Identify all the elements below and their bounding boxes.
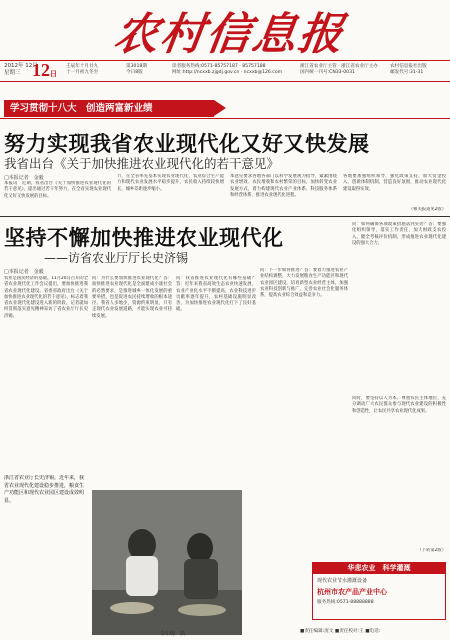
- date-day: 12日: [32, 60, 57, 80]
- article1-column-4: 各地要加强组织领导，强化政策支持，加大资金投入，创新体制机制，营造良好氛围，推动农业现代化建设取得实效。: [343, 174, 446, 192]
- article1-headline[interactable]: 努力实现我省农业现代化又好又快发展: [4, 132, 370, 156]
- divider: [0, 216, 450, 217]
- publisher-info-2: 农村信息报社出版 邮发代号:31-31: [390, 64, 427, 75]
- ad-line-1: 现代农业节水灌溉设备: [317, 578, 368, 584]
- news-photo: [92, 490, 242, 635]
- article2-column-5: 问：如何确保各项政策措施落到实处？答：要强化组织领导，落实工作责任，加大财政支农投入，健全考核评价机制，形成推进农业现代化建设的强大合力。: [352, 222, 446, 246]
- article2-headline[interactable]: 坚持不懈加快推进农业现代化: [4, 226, 284, 250]
- article2-byline: □本报记者 金毅: [4, 269, 44, 275]
- article2-column-3: 问：我省推进农业现代化有哪些基础？答：近年来我省高效生态农业快速发展，农业产业化水平不断提高，农业科技进步贡献率逐年提升，农村基础设施明显改善，为加快推进农业现代化打下了良好基础。: [176, 276, 256, 313]
- article1-byline: □本报记者 金毅: [4, 175, 44, 181]
- article1-subhead: 我省出台《关于加快推进农业现代化的若干意见》: [4, 156, 280, 171]
- ad-line-2: 杭州市农产品产业中心: [317, 588, 387, 596]
- article1-column-3: 本意见要求各地各部门以科学发展观为指导，紧紧围绕农业增效、农民增收和农村繁荣的目标，加快转变农业发展方式，着力构建现代农业产业体系、科技服务体系和经营体系，推进农业现代化进程。: [230, 174, 337, 198]
- lunar-date: 壬辰年十月廿九 十一月初九冬至: [66, 64, 99, 75]
- footer: [300, 628, 450, 638]
- slogan-banner: 学习贯彻十八大 创造两富新业绩: [4, 100, 214, 117]
- ad-line-3: 服务热线:0571-88888888: [317, 600, 374, 605]
- photo-sidebar-caption: 浙江省农业厅长史济锡。近年来，我省农业现代化建设稳步推进，粮食生产功能区和现代农业园区建设成效明显。: [4, 475, 85, 504]
- masthead-title: [95, 2, 365, 58]
- ad-title: 华悲农业 科学灌溉: [313, 563, 445, 574]
- date-year-month: 2012年 12月 星期三: [4, 63, 38, 76]
- article2-continue: （下转第2版）: [417, 548, 446, 553]
- article1-continue: （相关报道见2版）: [408, 207, 446, 212]
- photo-scene-icon: [92, 490, 242, 635]
- issue-number: 第3018期 今日8版: [126, 64, 147, 75]
- newspaper-name: 农村信息报: [110, 9, 348, 60]
- contact-info: 读者服务热线:0571-85757187 · 85757188 网址:http://ncxxb.zjgdj.gov.cn · ncxxb@126.com: [172, 64, 283, 75]
- article2-column-2: 问：为什么要加快推进农业现代化？答：加快推进农业现代化是全面建成小康社会的必然要求，是推进城乡一体化发展的重要举措，也是促进农民持续增收的根本途径。我省人多地少，资源约束明显，只有走现代农业发展道路，才能实现农业可持续发展。: [92, 276, 172, 319]
- article2-column-4: 问：下一步如何推进？答：要着力推进农业产业结构调整，大力发展粮食生产功能区和现代农业园区建设，培育新型农业经营主体，加强农业科技创新与推广，完善农业社会化服务体系，提高农业综合效益和竞争力。: [260, 268, 348, 299]
- footer-editor: ■责任编辑:庞文: [300, 629, 334, 634]
- photo-credit: 朱如杨 摄: [160, 631, 186, 637]
- article1-column-1: 本报讯 近期，我省出台《关于加快推进农业现代化的若干意见》，提出通过若干年努力，在全省实现农业现代化又好又快发展的目标。: [4, 181, 111, 199]
- article2-column-6: 同时，要坚持以人为本，尊重农民主体地位，充分调动广大农民群众参与现代农业建设的积极性和创造性，让农民共享农业现代化成果。: [352, 396, 446, 414]
- article2-subhead: ——访省农业厅厅长史济锡: [44, 251, 189, 265]
- footer-phone: ■电话:: [365, 629, 381, 634]
- article2-column-1: 农业是国民经济的基础。11月20日召开的全省农业现代化工作会议提出，要加快推进我省农业现代化建设。省委省政府出台《关于加快推进农业现代化的若干意见》，标志着我省农业现代化建设进入新的阶段。记者就如何贯彻落实意见精神采访了省农业厅厅长史济锡。: [4, 276, 88, 319]
- advertisement[interactable]: [312, 562, 446, 620]
- publisher-info: 浙江省农业厅主管 · 浙江省农业厅主办 国内统一刊号:CN33-0031: [300, 64, 378, 75]
- footer-proof: ■责任校对:王: [334, 629, 364, 634]
- divider: [0, 118, 450, 119]
- article1-column-2: 力，在全省率先基本实现农业现代化，农业综合生产能力和现代农业发展水平稳步提升，农民收入持续较快增长，城乡差距逐步缩小。: [117, 174, 224, 192]
